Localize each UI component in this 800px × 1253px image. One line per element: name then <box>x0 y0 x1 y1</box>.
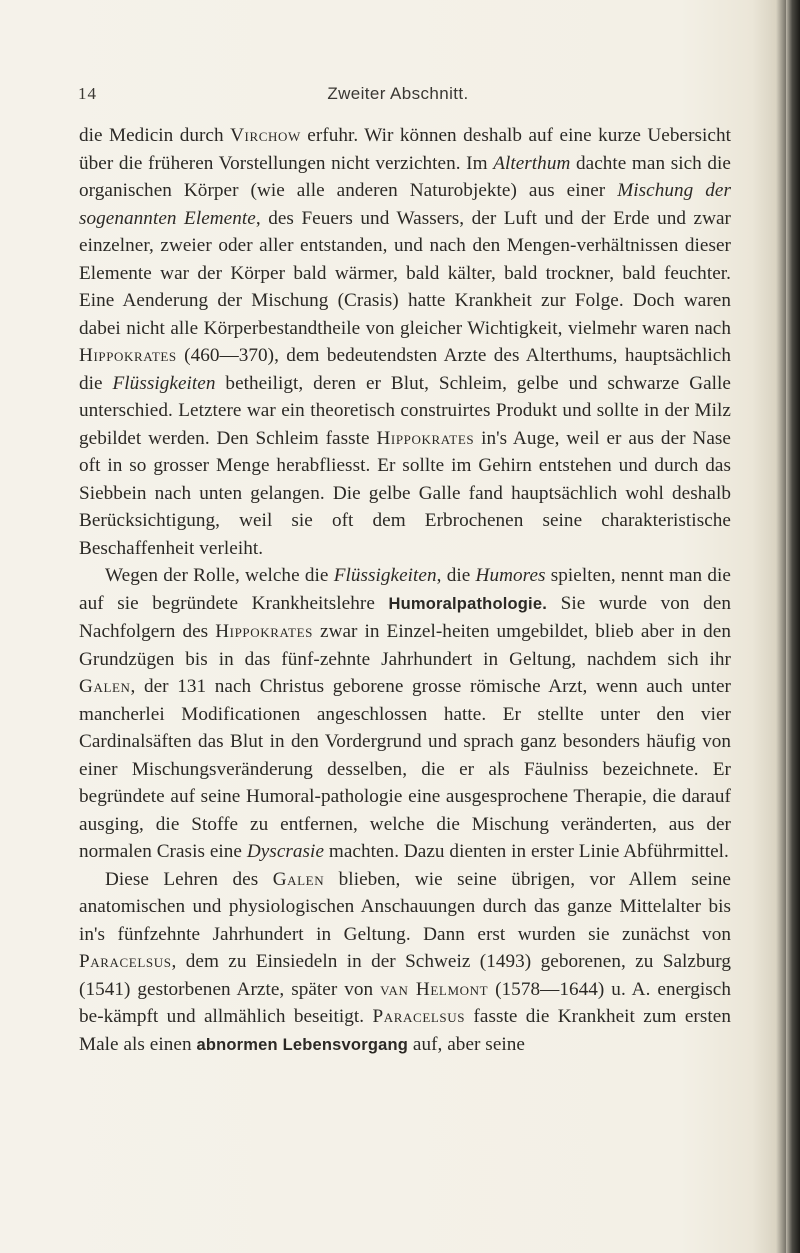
text-run: , die <box>436 565 476 586</box>
text-run: die Medicin durch <box>79 125 231 146</box>
text-run: , des Feuers und Wassers, der Luft und der Erde und zwar einzelner, zweier oder aller entstanden, und nach den Mengen-verhältnissen dieser Elemente war der Körper bald wärmer, bald kälter, bald trockner, bald feuchter. Eine Aenderung der Mischung (Crasis) hatte Krankheit zur Folge. Doch waren dabei nicht alle Körperbestandtheile von gleicher Wichtigkeit, vielmehr waren nach <box>79 207 731 339</box>
person-name: Paracelsus <box>79 951 172 972</box>
emphasis-text: Flüssigkeiten <box>333 565 437 586</box>
text-run: Diese Lehren des <box>105 868 273 890</box>
text-run: (1578—1644) u. A. energisch be-kämpft und allmählich beseitigt. <box>79 978 731 1027</box>
bold-term: Humoralpathologie. <box>388 594 548 613</box>
section-title: Zweiter Abschnitt. <box>327 84 469 103</box>
person-name: Hippokrates <box>79 345 177 366</box>
text-run: erfuhr. Wir können deshalb auf eine kurze Uebersicht über die früheren Vorstellungen nicht verzichten. Im <box>79 125 731 174</box>
person-name: Hippokrates <box>376 427 475 449</box>
text-run: blieben, wie seine übrigen, vor Allem seine anatomischen und physiologischen Anschauungen durch das ganze Mittelalter bis in's fünfzehnte Jahrhundert in Geltung. Dann erst wurden sie zunächst von <box>79 868 731 945</box>
text-run: Sie wurde von den Nachfolgern des <box>79 592 732 642</box>
bold-term: abnormen Lebensvorgang <box>196 1035 409 1054</box>
emphasis-text: Flüssigkeiten <box>112 372 216 394</box>
emphasis-text: Mischung der sogenannten Elemente <box>79 180 732 229</box>
text-run: machten. Dazu dienten in erster Linie Abführmittel. <box>324 841 729 862</box>
text-run: betheiligt, deren er Blut, Schleim, gelbe und schwarze Galle unterschied. Letztere war ein theoretisch construirtes Produkt und sollte in der Milz gebildet werden. Den Schleim fasste <box>79 372 731 449</box>
page-edge-shadow <box>786 0 800 1253</box>
text-run: Wegen der Rolle, welche die <box>105 565 334 586</box>
text-run: (460—370), dem bedeutendsten Arzte des Alterthums, hauptsächlich die <box>79 345 731 394</box>
running-head <box>78 84 718 108</box>
emphasis-text: Alterthum <box>493 152 571 174</box>
text-run: auf, aber seine <box>408 1033 525 1055</box>
person-name: Hippokrates <box>215 621 313 642</box>
person-name: van Helmont <box>380 978 489 1000</box>
text-run: spielten, nennt man die auf sie begründete Krankheitslehre <box>79 565 732 614</box>
paragraph <box>79 866 731 1060</box>
emphasis-text: Humores <box>475 565 546 586</box>
paragraph <box>79 562 731 866</box>
person-name: Virchow <box>230 125 301 146</box>
text-run: , der 131 nach Christus geborene grosse römische Arzt, wenn auch unter mancherlei Modificationen angeschlossen hatte. Er stellte unter den vier Cardinalsäften das Blut in den Vordergrund und sprach ganz besonders häufig von einer Mischungsveränderung desselben, die er als Fäulniss bezeichnete. Er begründete auf seine Humoral-pathologie eine ausgesprochene Therapie, die darauf ausging, die Stoffe zu entfernen, welche die Mischung veränderten, aus der normalen Crasis eine <box>79 676 731 862</box>
paragraph <box>79 122 731 562</box>
text-run: , dem zu Einsiedeln in der Schweiz (1493) geborenen, zu Salzburg (1541) gestorbenen Arzte, später von <box>79 951 731 1000</box>
text-run: fasste die Krankheit zum ersten Male als einen <box>79 1006 731 1055</box>
text-run: zwar in Einzel-heiten umgebildet, blieb aber in den Grundzügen bis in das fünf-zehnte Jahrhundert in Geltung, nachdem sich ihr <box>79 621 731 670</box>
person-name: Galen <box>79 676 131 697</box>
text-run: dachte man sich die organischen Körper (wie alle anderen Naturobjekte) aus einer <box>79 152 731 201</box>
person-name: Galen <box>272 868 325 890</box>
emphasis-text: Dyscrasie <box>246 841 325 862</box>
body-text <box>79 122 731 1059</box>
page-number: 14 <box>78 84 97 103</box>
person-name: Paracelsus <box>372 1006 466 1027</box>
text-run: in's Auge, weil er aus der Nase oft in so grosser Menge herabfliesst. Er sollte im Gehirn entstehen und durch das Siebbein nach unten gelangen. Die gelbe Galle fand hauptsächlich wohl deshalb Berücksichtigung, weil sie oft dem Erbrochenen seine charakteristische Beschaffenheit verleiht. <box>79 427 731 559</box>
